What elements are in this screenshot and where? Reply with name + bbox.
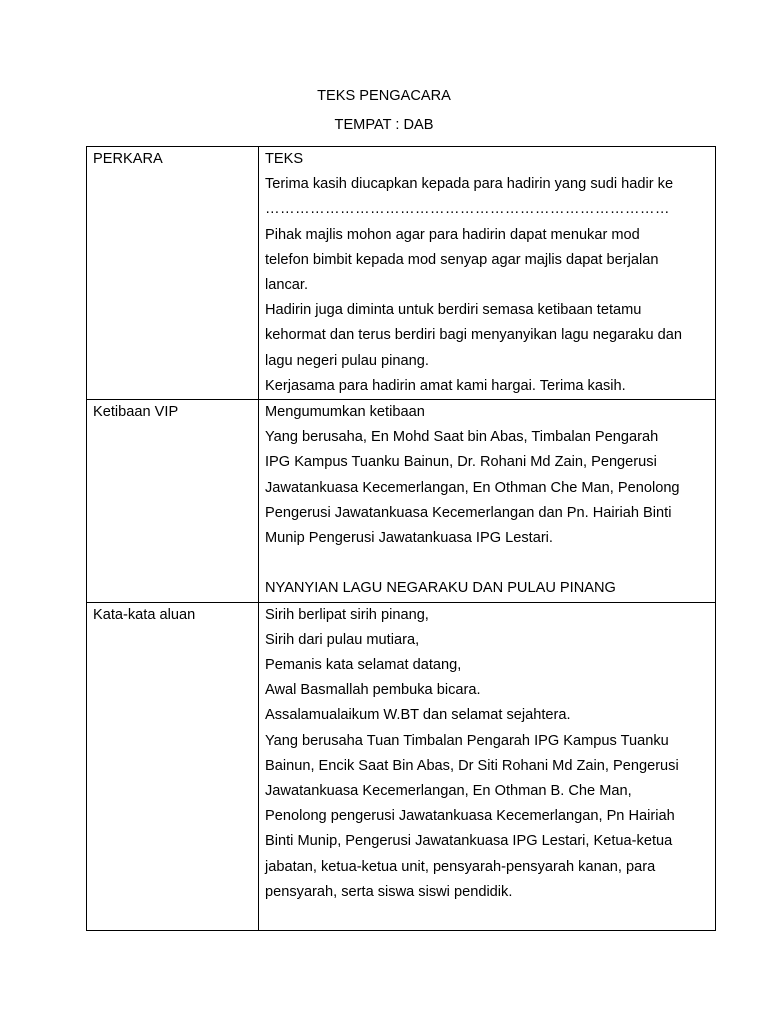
pantun-line: Sirih dari pulau mutiara, (265, 631, 420, 648)
table-row-3 (87, 602, 716, 931)
table-row-1 (87, 147, 716, 400)
text-line: IPG Kampus Tuanku Bainun, Dr. Rohani Md Zain, Pengerusi (265, 454, 657, 471)
column-header-perkara: PERKARA (93, 151, 163, 167)
teks-cell (259, 147, 716, 400)
anthem-announcement: NYANYIAN LAGU NEGARAKU DAN PULAU PINANG (265, 580, 616, 597)
row-label-kata-kata-aluan: Kata-kata aluan (93, 606, 196, 623)
blank-line (265, 551, 709, 576)
text-line: Bainun, Encik Saat Bin Abas, Dr Siti Rohani Md Zain, Pengerusi (265, 757, 679, 774)
text-line: lagu negeri pulau pinang. (265, 352, 429, 369)
text-line: kehormat dan terus berdiri bagi menyanyikan lagu negaraku dan (265, 327, 682, 344)
column-header-teks: TEKS (265, 151, 304, 167)
pantun-line: Pemanis kata selamat datang, (265, 657, 462, 674)
perkara-cell (87, 147, 259, 400)
dotted-fill-line: ……………………………………………………………………… (265, 201, 670, 218)
text-line: Terima kasih diucapkan kepada para hadirin yang sudi hadir ke (265, 176, 674, 193)
perkara-cell (87, 602, 259, 931)
text-line: telefon bimbit kepada mod senyap agar majlis dapat berjalan (265, 251, 659, 268)
text-line: pensyarah, serta siswa siswi pendidik. (265, 883, 513, 900)
text-line: Hadirin juga diminta untuk berdiri semasa ketibaan tetamu (265, 302, 642, 319)
text-line: Yang berusaha Tuan Timbalan Pengarah IPG Kampus Tuanku (265, 732, 669, 749)
perkara-cell (87, 400, 259, 603)
teks-cell (259, 602, 716, 931)
text-line: Jawatankuasa Kecemerlangan, En Othman Che Man, Penolong (265, 479, 680, 496)
pantun-line: Awal Basmallah pembuka bicara. (265, 682, 481, 699)
text-line: Munip Pengerusi Jawatankuasa IPG Lestari. (265, 530, 553, 547)
table-row-2 (87, 400, 716, 603)
text-line: lancar. (265, 277, 308, 294)
text-line: Binti Munip, Pengerusi Jawatankuasa IPG Lestari, Ketua-ketua (265, 833, 673, 850)
text-line: Penolong pengerusi Jawatankuasa Kecemerlangan, Pn Hairiah (265, 808, 675, 825)
document-subtitle: TEMPAT : DAB (334, 117, 434, 133)
text-line: Jawatankuasa Kecemerlangan, En Othman B. Che Man, (265, 783, 632, 800)
pantun-line: Sirih berlipat sirih pinang, (265, 606, 429, 623)
text-line: Pihak majlis mohon agar para hadirin dapat menukar mod (265, 226, 640, 243)
text-line: Kerjasama para hadirin amat kami hargai. Terima kasih. (265, 377, 626, 394)
text-line: Assalamualaikum W.BT dan selamat sejahtera. (265, 707, 571, 724)
script-table (86, 146, 716, 931)
text-line: Pengerusi Jawatankuasa Kecemerlangan dan Pn. Hairiah Binti (265, 504, 672, 521)
teks-cell (259, 400, 716, 603)
document-title: TEKS PENGACARA (317, 88, 451, 104)
blank-line (265, 905, 709, 930)
row-label-ketibaan-vip: Ketibaan VIP (93, 404, 179, 421)
text-line: jabatan, ketua-ketua unit, pensyarah-pensyarah kanan, para (265, 858, 656, 875)
text-line: Yang berusaha, En Mohd Saat bin Abas, Timbalan Pengarah (265, 429, 659, 446)
text-line: Mengumumkan ketibaan (265, 404, 425, 421)
